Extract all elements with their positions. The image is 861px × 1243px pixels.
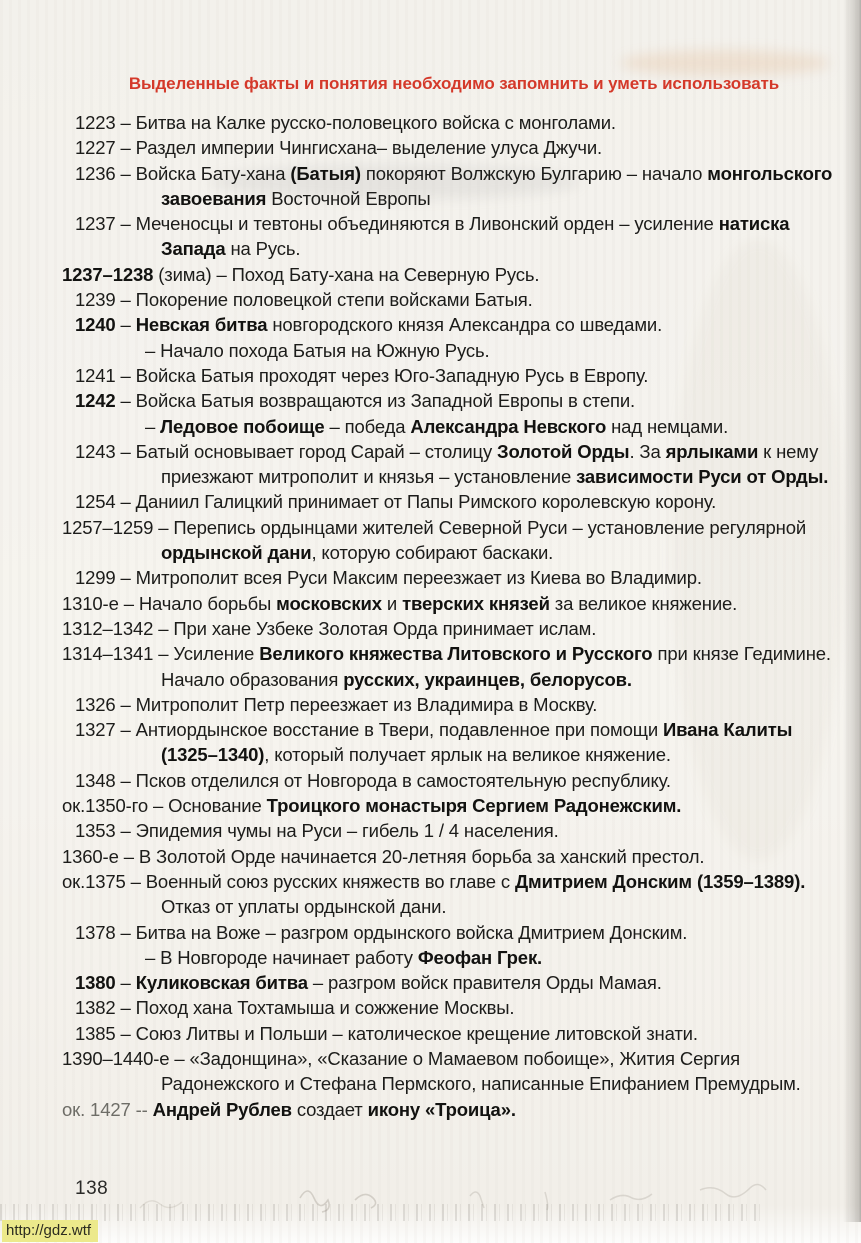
- timeline-entry: [75, 970, 850, 995]
- page-title: Выделенные факты и понятия необходимо запомнить и уметь использовать: [128, 74, 780, 93]
- pencil-scribbles: [0, 1170, 861, 1230]
- entry-text-run: 1254 – Даниил Галицкий принимает от Папы Римского королевскую корону.: [75, 491, 717, 513]
- timeline-entry: [75, 717, 850, 768]
- entry-text-run: 1360-е – В Золотой Орде начинается 20-летняя борьба за ханский престол.: [62, 845, 705, 867]
- timeline-entry: [75, 287, 850, 312]
- entry-text-run: 1227 – Раздел империи Чингисхана– выделение улуса Джучи.: [75, 137, 603, 159]
- entry-text-run: 1237 – Меченосцы и тевтоны объединяются в Ливонский орден – усиление: [75, 213, 719, 235]
- timeline-entry: [62, 844, 850, 869]
- entry-text-run: – Начало похода Батыя на Южную Русь.: [145, 339, 490, 361]
- entry-text-run: 1348 – Псков отделился от Новгорода в самостоятельную республику.: [75, 769, 671, 791]
- timeline-entry: [75, 1021, 850, 1046]
- entry-text-run: московских: [276, 592, 382, 614]
- timeline-entry: [75, 110, 850, 135]
- timeline-entry: [75, 565, 850, 590]
- timeline-entry: [75, 692, 850, 717]
- timeline-entry: [62, 793, 850, 818]
- entry-text-run: . За: [629, 440, 666, 462]
- entry-text-run: 1327 – Антиордынское восстание в Твери, подавленное при помощи: [75, 719, 663, 741]
- entry-text-run: 1299 – Митрополит всея Руси Максим переезжает из Киева во Владимир.: [75, 567, 702, 589]
- timeline-entry: [75, 135, 850, 160]
- entry-text-run: икону «Троица».: [367, 1098, 516, 1120]
- entry-text-run: – Войска Батыя возвращаются из Западной Европы в степи.: [115, 390, 636, 412]
- timeline-entry: [62, 616, 850, 641]
- entry-text-run: 1326 – Митрополит Петр переезжает из Владимира в Москву.: [75, 693, 598, 715]
- timeline-entry: [75, 388, 850, 413]
- entry-text-run: ордынской дани: [161, 542, 312, 564]
- entry-text-run: Дмитрием Донским: [515, 870, 692, 892]
- entry-text-run: 1378 – Битва на Воже – разгром ордынского войска Дмитрием Донским.: [75, 921, 688, 943]
- entry-text-run: ок.1350-го – Основание: [62, 795, 267, 817]
- entry-text-run: 1242: [75, 390, 116, 412]
- entry-text-run: за великое княжение.: [549, 592, 738, 614]
- entry-text-run: ок.1375 – Военный союз русских княжеств во главе с: [62, 870, 515, 892]
- entry-text-run: 1223 – Битва на Калке русско-половецкого войска с монголами.: [75, 112, 616, 133]
- entry-text-run: Троицкого монастыря Сергием Радонежским.: [266, 795, 682, 817]
- entry-text-run: русских, украинцев, белорусов.: [343, 668, 632, 690]
- entry-text-run: создает: [291, 1098, 368, 1120]
- entry-text-run: при князе Гедимине. Начало образования: [161, 643, 831, 690]
- entry-text-run: Александра Невского: [410, 415, 607, 437]
- entry-text-run: 1314–1341 – Усиление: [62, 643, 260, 665]
- entry-text-run: 1380: [75, 972, 116, 994]
- timeline-entry: [75, 312, 850, 337]
- page-number: 138: [75, 1178, 109, 1199]
- entry-text-run: зависимости Руси от Орды.: [576, 466, 829, 488]
- timeline-entry: [75, 818, 850, 843]
- entry-text-run: на Русь.: [225, 238, 301, 260]
- timeline-entries: [62, 110, 850, 1122]
- entry-text-run: ок. 1427 --: [62, 1098, 153, 1120]
- entry-text-run: Восточной Европы: [266, 187, 431, 209]
- entry-text-run: – победа: [324, 415, 411, 437]
- entry-text-run: 1241 – Войска Батыя проходят через Юго-Западную Русь в Европу.: [75, 364, 649, 386]
- entry-text-run: (Батыя): [290, 162, 361, 184]
- entry-text-run: –: [145, 415, 161, 437]
- entry-text-run: –: [115, 972, 136, 994]
- entry-text-run: новгородского князя Александра со шведами.: [267, 314, 663, 336]
- entry-text-run: 1257–1259 – Перепись ордынцами жителей Северной Руси – установление регулярной: [62, 516, 807, 538]
- entry-text-run: , которую собирают баскаки.: [311, 542, 554, 564]
- scan-edge-strip: [0, 1204, 760, 1221]
- timeline-entry: [62, 1097, 850, 1122]
- entry-text-run: 1382 – Поход хана Тохтамыша и сожжение Москвы.: [75, 997, 515, 1019]
- entry-text-run: над немцами.: [606, 415, 729, 437]
- entry-text-run: , который получает ярлык на великое княжение.: [264, 744, 671, 766]
- entry-text-run: монгольского завоевания: [161, 162, 833, 209]
- timeline-entry: [75, 995, 850, 1020]
- entry-text-run: Куликовская битва: [135, 972, 308, 994]
- timeline-entry: [75, 439, 850, 490]
- timeline-entry: [75, 768, 850, 793]
- entry-text-run: 1390–1440-е – «Задонщина», «Сказание о Мамаевом побоище», Жития Сергия Радонежского и Стефана Пермского, написанные Епифанием Премудрым.: [62, 1047, 801, 1095]
- page-edge-shadow: [843, 0, 861, 1222]
- timeline-entry: [62, 1046, 850, 1097]
- entry-text-run: 1240: [75, 314, 116, 336]
- timeline-entry: [75, 363, 850, 388]
- timeline-entry: [62, 591, 850, 616]
- timeline-entry: [62, 641, 850, 692]
- entry-text-run: 1243 – Батый основывает город Сарай – столицу: [75, 440, 498, 462]
- entry-text-run: Великого княжества Литовского и Русского: [259, 643, 653, 665]
- entry-text-run: 1312–1342 – При хане Узбеке Золотая Орда принимает ислам.: [62, 617, 597, 639]
- entry-text-run: 1353 – Эпидемия чумы на Руси – гибель 1 / 4 населения.: [75, 820, 559, 842]
- entry-text-run: 1239 – Покорение половецкой степи войсками Батыя.: [75, 289, 533, 311]
- timeline-entry: [75, 945, 850, 970]
- entry-text-run: Ледовое побоище: [160, 415, 325, 437]
- entry-text-run: – В Новгороде начинает работу: [145, 946, 418, 968]
- entry-text-run: 1236 – Войска Бату-хана: [75, 162, 291, 184]
- entry-text-run: – разгром войск правителя Орды Мамая.: [307, 972, 662, 994]
- timeline-entry: [75, 161, 850, 212]
- timeline-entry: [62, 869, 850, 920]
- timeline-entry: [75, 338, 850, 363]
- entry-text-run: Невская битва: [135, 314, 268, 336]
- entry-text-run: Феофан Грек.: [417, 946, 543, 968]
- timeline-entry: [62, 262, 850, 287]
- timeline-entry: [75, 489, 850, 514]
- entry-text-run: ярлыками: [665, 440, 759, 462]
- entry-text-run: натиска Запада: [161, 213, 790, 260]
- entry-text-run: покоряют Волжскую Булгарию – начало: [360, 162, 708, 184]
- entry-text-run: (зима) – Поход Бату-хана на Северную Русь.: [153, 263, 540, 285]
- entry-text-run: (1359–1389).: [696, 870, 806, 892]
- timeline-entry: [75, 211, 850, 262]
- entry-text-run: и: [381, 592, 403, 614]
- entry-text-run: Золотой Орды: [497, 440, 630, 462]
- entry-text-run: –: [115, 314, 136, 336]
- entry-text-run: Отказ от уплаты ордынской дани.: [161, 896, 447, 918]
- bleed-through-smudge: [620, 50, 830, 76]
- timeline-entry: [75, 414, 850, 439]
- entry-text-run: Ивана Калиты (1325–1340): [161, 719, 793, 766]
- watermark-url: http://gdz.wtf: [2, 1220, 98, 1242]
- entry-text-run: 1385 – Союз Литвы и Польши – католическое крещение литовской знати.: [75, 1022, 698, 1044]
- timeline-entry: [62, 515, 850, 566]
- entry-text-run: 1237–1238: [62, 263, 154, 285]
- entry-text-run: тверских князей: [402, 592, 550, 614]
- entry-text-run: 1310-е – Начало борьбы: [62, 592, 277, 614]
- entry-text-run: к нему приезжают митрополит и князья – установление: [161, 440, 819, 488]
- entry-text-run: Андрей Рублев: [152, 1098, 292, 1120]
- timeline-entry: [75, 920, 850, 945]
